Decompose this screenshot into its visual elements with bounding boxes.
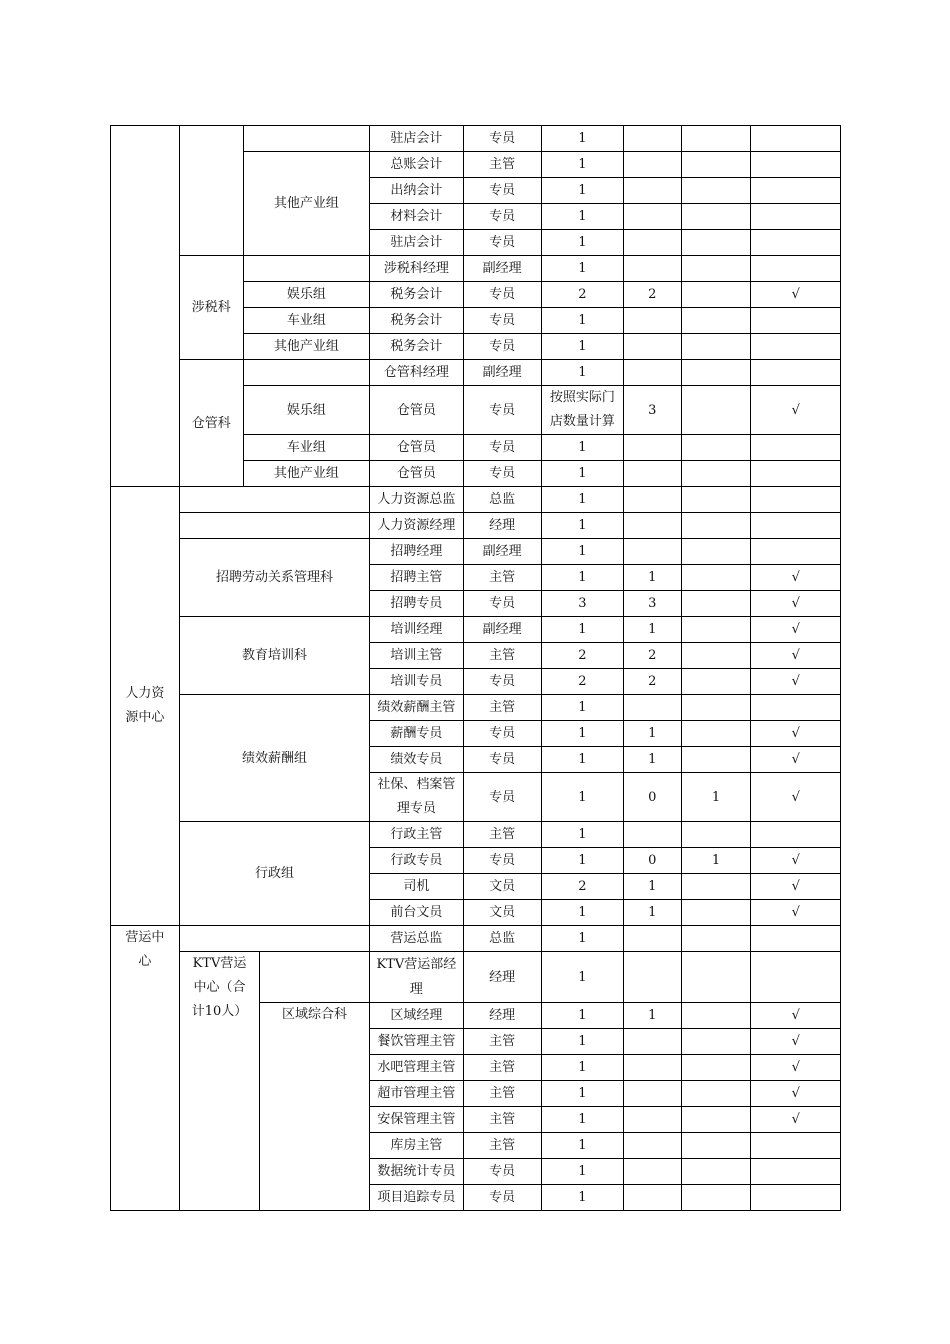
- count-cell: 1: [541, 721, 623, 747]
- check-cell: √: [751, 565, 841, 591]
- count-cell: [623, 539, 681, 565]
- count-cell: [681, 874, 751, 900]
- count-cell: [681, 539, 751, 565]
- count-cell: 1: [541, 848, 623, 874]
- dept-cell: 涉税科: [179, 256, 243, 360]
- count-cell: 0: [623, 773, 681, 822]
- position-cell: 仓管员: [370, 435, 464, 461]
- position-cell: 行政专员: [370, 848, 464, 874]
- table-cell: [179, 513, 369, 539]
- position-cell: 培训专员: [370, 669, 464, 695]
- table-cell: [751, 230, 841, 256]
- position-cell: 薪酬专员: [370, 721, 464, 747]
- table-cell: [751, 952, 841, 1003]
- count-cell: 1: [541, 126, 623, 152]
- table-cell: [681, 952, 751, 1003]
- level-cell: 专员: [463, 334, 541, 360]
- position-cell: 绩效专员: [370, 747, 464, 773]
- table-cell: [751, 513, 841, 539]
- table-cell: [681, 461, 751, 487]
- level-cell: 专员: [463, 848, 541, 874]
- position-cell: 绩效薪酬主管: [370, 695, 464, 721]
- count-cell: 1: [541, 747, 623, 773]
- position-cell: 项目追踪专员: [370, 1185, 464, 1211]
- count-cell: [623, 126, 681, 152]
- group-cell: 车业组: [243, 435, 369, 461]
- check-cell: √: [751, 874, 841, 900]
- count-cell: [623, 1055, 681, 1081]
- table-cell: [751, 461, 841, 487]
- level-cell: 经理: [463, 1003, 541, 1029]
- count-cell: 1: [623, 1003, 681, 1029]
- table-cell: [681, 308, 751, 334]
- table-cell: [681, 204, 751, 230]
- count-cell: [623, 1081, 681, 1107]
- table-row: [111, 617, 841, 643]
- count-cell: 2: [541, 643, 623, 669]
- check-cell: √: [751, 1055, 841, 1081]
- count-cell: [681, 900, 751, 926]
- count-cell: [623, 695, 681, 721]
- table-cell: [623, 204, 681, 230]
- level-cell: 专员: [463, 1159, 541, 1185]
- count-cell: 1: [623, 874, 681, 900]
- position-cell: 人力资源总监: [370, 487, 464, 513]
- table-cell: [623, 152, 681, 178]
- table-cell: [623, 360, 681, 386]
- table-row: [111, 926, 841, 952]
- level-cell: 副经理: [463, 360, 541, 386]
- position-cell: 驻店会计: [370, 126, 464, 152]
- position-cell: 前台文员: [370, 900, 464, 926]
- table-cell: [243, 256, 369, 282]
- position-cell: 司机: [370, 874, 464, 900]
- count-cell: 1: [541, 178, 623, 204]
- count-cell: 1: [541, 435, 623, 461]
- count-cell: 1: [541, 1081, 623, 1107]
- count-cell: 1: [541, 695, 623, 721]
- count-cell: 1: [541, 539, 623, 565]
- position-cell: 出纳会计: [370, 178, 464, 204]
- check-cell: √: [751, 669, 841, 695]
- level-cell: 专员: [463, 461, 541, 487]
- check-cell: √: [751, 1081, 841, 1107]
- level-cell: 主管: [463, 822, 541, 848]
- count-cell: 1: [541, 900, 623, 926]
- count-cell: 1: [541, 230, 623, 256]
- check-cell: √: [751, 900, 841, 926]
- level-cell: 总监: [463, 926, 541, 952]
- dept-cell: 行政组: [179, 822, 369, 926]
- level-cell: 专员: [463, 669, 541, 695]
- count-cell: [681, 643, 751, 669]
- level-cell: 经理: [463, 513, 541, 539]
- level-cell: 经理: [463, 952, 541, 1003]
- check-cell: √: [751, 282, 841, 308]
- count-cell: 3: [541, 591, 623, 617]
- count-cell: [681, 565, 751, 591]
- check-cell: √: [751, 773, 841, 822]
- count-cell: 2: [541, 669, 623, 695]
- count-cell: 1: [623, 617, 681, 643]
- count-cell: 1: [541, 617, 623, 643]
- level-cell: 专员: [463, 386, 541, 435]
- table-row: [111, 952, 841, 1003]
- table-cell: [681, 152, 751, 178]
- level-cell: 专员: [463, 435, 541, 461]
- level-cell: 主管: [463, 1055, 541, 1081]
- check-cell: [751, 1185, 841, 1211]
- level-cell: 专员: [463, 126, 541, 152]
- check-cell: √: [751, 1029, 841, 1055]
- position-cell: 仓管科经理: [370, 360, 464, 386]
- level-cell: 总监: [463, 487, 541, 513]
- position-cell: 税务会计: [370, 334, 464, 360]
- level-cell: 主管: [463, 152, 541, 178]
- table-row: [111, 539, 841, 565]
- group-cell: 娱乐组: [243, 386, 369, 435]
- table-cell: [681, 487, 751, 513]
- check-cell: √: [751, 591, 841, 617]
- count-cell: 0: [623, 848, 681, 874]
- count-cell: 1: [541, 487, 623, 513]
- count-cell: [623, 822, 681, 848]
- level-cell: 主管: [463, 695, 541, 721]
- center-cell: 人力资源中心: [111, 487, 180, 926]
- position-cell: 餐饮管理主管: [370, 1029, 464, 1055]
- group-cell: 其他产业组: [243, 461, 369, 487]
- table-cell: [623, 952, 681, 1003]
- table-cell: [260, 952, 370, 1003]
- check-cell: [751, 1159, 841, 1185]
- table-cell: [681, 435, 751, 461]
- count-cell: 1: [541, 256, 623, 282]
- level-cell: 专员: [463, 591, 541, 617]
- table-cell: [623, 435, 681, 461]
- check-cell: √: [751, 747, 841, 773]
- level-cell: 专员: [463, 773, 541, 822]
- table-cell: [751, 360, 841, 386]
- position-cell: 社保、档案管理专员: [370, 773, 464, 822]
- position-cell: 仓管员: [370, 386, 464, 435]
- check-cell: [751, 695, 841, 721]
- count-cell: 1: [541, 152, 623, 178]
- count-cell: [681, 669, 751, 695]
- position-cell: 税务会计: [370, 308, 464, 334]
- level-cell: 专员: [463, 282, 541, 308]
- check-cell: √: [751, 617, 841, 643]
- level-cell: 主管: [463, 643, 541, 669]
- count-cell: [681, 695, 751, 721]
- count-cell: 1: [541, 204, 623, 230]
- table-cell: [681, 513, 751, 539]
- count-cell: 1: [681, 848, 751, 874]
- count-cell: [623, 1133, 681, 1159]
- position-cell: 招聘经理: [370, 539, 464, 565]
- table-cell: [623, 308, 681, 334]
- dept-cell: 招聘劳动关系管理科: [179, 539, 369, 617]
- level-cell: 专员: [463, 1185, 541, 1211]
- check-cell: √: [751, 1107, 841, 1133]
- position-cell: 驻店会计: [370, 230, 464, 256]
- position-cell: 数据统计专员: [370, 1159, 464, 1185]
- table-cell: [243, 360, 369, 386]
- level-cell: 主管: [463, 1133, 541, 1159]
- table-cell: [681, 386, 751, 435]
- level-cell: 专员: [463, 747, 541, 773]
- count-cell: 1: [541, 565, 623, 591]
- position-cell: 超市管理主管: [370, 1081, 464, 1107]
- dept-cell: 仓管科: [179, 360, 243, 487]
- position-cell: 仓管员: [370, 461, 464, 487]
- table-cell: [623, 487, 681, 513]
- table-cell: [751, 926, 841, 952]
- dept-cell: 绩效薪酬组: [179, 695, 369, 822]
- table-cell: [751, 178, 841, 204]
- count-cell: 1: [541, 1107, 623, 1133]
- count-cell: [681, 822, 751, 848]
- table-cell: [681, 256, 751, 282]
- count-cell: 1: [541, 1185, 623, 1211]
- count-cell: 1: [541, 952, 623, 1003]
- table-cell: [751, 256, 841, 282]
- dept-cell: 教育培训科: [179, 617, 369, 695]
- table-cell: [681, 282, 751, 308]
- position-cell: 培训主管: [370, 643, 464, 669]
- level-cell: 专员: [463, 721, 541, 747]
- position-cell: KTV营运部经理: [370, 952, 464, 1003]
- count-cell: 1: [623, 900, 681, 926]
- position-cell: 行政主管: [370, 822, 464, 848]
- count-cell: [681, 126, 751, 152]
- count-cell: [681, 747, 751, 773]
- count-cell: 1: [541, 1133, 623, 1159]
- level-cell: 专员: [463, 178, 541, 204]
- table-row: [111, 487, 841, 513]
- level-cell: 专员: [463, 230, 541, 256]
- dept-cell-blank: [179, 126, 243, 256]
- position-cell: 库房主管: [370, 1133, 464, 1159]
- check-cell: √: [751, 721, 841, 747]
- count-cell: [623, 1107, 681, 1133]
- position-cell: 安保管理主管: [370, 1107, 464, 1133]
- table-row: [111, 513, 841, 539]
- count-cell: 3: [623, 591, 681, 617]
- count-cell: 2: [623, 282, 681, 308]
- sub-center-cell: KTV营运中心（合计10人）: [179, 952, 259, 1211]
- count-cell: [681, 1055, 751, 1081]
- table-row: [111, 695, 841, 721]
- position-cell: 培训经理: [370, 617, 464, 643]
- count-cell: 1: [623, 565, 681, 591]
- table-cell: [751, 152, 841, 178]
- table-cell: [623, 926, 681, 952]
- staffing-table: [110, 125, 841, 1211]
- count-cell: [623, 1029, 681, 1055]
- check-cell: √: [751, 848, 841, 874]
- check-cell: [751, 126, 841, 152]
- count-cell: 1: [541, 360, 623, 386]
- table-cell: [681, 334, 751, 360]
- level-cell: 文员: [463, 874, 541, 900]
- position-cell: 营运总监: [370, 926, 464, 952]
- count-cell: [623, 1185, 681, 1211]
- group-cell: 其他产业组: [243, 334, 369, 360]
- level-cell: 副经理: [463, 539, 541, 565]
- count-cell: [681, 591, 751, 617]
- count-cell: 1: [623, 721, 681, 747]
- count-cell: 1: [541, 926, 623, 952]
- level-cell: 专员: [463, 204, 541, 230]
- count-cell: [681, 1159, 751, 1185]
- position-cell: 总账会计: [370, 152, 464, 178]
- table-cell: [751, 308, 841, 334]
- level-cell: 副经理: [463, 256, 541, 282]
- table-cell: [179, 926, 369, 952]
- check-cell: [751, 1133, 841, 1159]
- table-cell: [623, 230, 681, 256]
- table-row: [111, 822, 841, 848]
- count-cell: 1: [541, 1055, 623, 1081]
- check-cell: √: [751, 643, 841, 669]
- table-cell: [681, 230, 751, 256]
- count-cell: [681, 721, 751, 747]
- table-row: [111, 360, 841, 386]
- count-cell: 1: [541, 773, 623, 822]
- count-cell: [681, 1133, 751, 1159]
- table-row: [111, 256, 841, 282]
- table-cell: [623, 334, 681, 360]
- count-cell: 2: [623, 669, 681, 695]
- dept-cell: 区域综合科: [260, 1003, 370, 1211]
- position-cell: 材料会计: [370, 204, 464, 230]
- level-cell: 主管: [463, 1081, 541, 1107]
- table-cell: [681, 360, 751, 386]
- level-cell: 文员: [463, 900, 541, 926]
- count-cell: 2: [623, 643, 681, 669]
- count-cell: 1: [623, 747, 681, 773]
- count-cell: 1: [681, 773, 751, 822]
- table-cell: [681, 926, 751, 952]
- position-cell: 涉税科经理: [370, 256, 464, 282]
- table-cell: [751, 334, 841, 360]
- count-cell: 1: [541, 334, 623, 360]
- count-cell: 2: [541, 874, 623, 900]
- table-cell: [681, 178, 751, 204]
- check-cell: √: [751, 386, 841, 435]
- center-cell: 营运中心: [111, 926, 180, 1211]
- level-cell: 主管: [463, 565, 541, 591]
- count-cell: [681, 617, 751, 643]
- count-cell: 2: [541, 282, 623, 308]
- count-cell: [681, 1029, 751, 1055]
- table-cell: [751, 435, 841, 461]
- table-cell: [179, 487, 369, 513]
- table-cell: [623, 461, 681, 487]
- count-cell: 1: [541, 308, 623, 334]
- count-cell: [681, 1003, 751, 1029]
- table-cell: [751, 487, 841, 513]
- count-cell: 1: [541, 513, 623, 539]
- position-cell: 人力资源经理: [370, 513, 464, 539]
- table-cell: [623, 513, 681, 539]
- level-cell: 专员: [463, 308, 541, 334]
- count-cell: 1: [541, 1029, 623, 1055]
- count-cell: [623, 1159, 681, 1185]
- count-cell: 1: [541, 1159, 623, 1185]
- check-cell: [751, 539, 841, 565]
- group-cell: 车业组: [243, 308, 369, 334]
- count-cell: [681, 1185, 751, 1211]
- table-cell: [623, 178, 681, 204]
- count-cell: 1: [541, 822, 623, 848]
- table-cell: [623, 256, 681, 282]
- count-cell: 1: [541, 1003, 623, 1029]
- position-cell: 区域经理: [370, 1003, 464, 1029]
- level-cell: 副经理: [463, 617, 541, 643]
- check-cell: √: [751, 1003, 841, 1029]
- check-cell: [751, 822, 841, 848]
- level-cell: 主管: [463, 1107, 541, 1133]
- count-cell: 按照实际门店数量计算: [541, 386, 623, 435]
- count-cell: 3: [623, 386, 681, 435]
- table-row: [111, 126, 841, 152]
- center-cell-blank: [111, 126, 180, 487]
- count-cell: [681, 1081, 751, 1107]
- level-cell: 主管: [463, 1029, 541, 1055]
- position-cell: 水吧管理主管: [370, 1055, 464, 1081]
- table-cell: [751, 204, 841, 230]
- group-cell: 其他产业组: [243, 152, 369, 256]
- position-cell: 税务会计: [370, 282, 464, 308]
- group-cell-blank: [243, 126, 369, 152]
- position-cell: 招聘主管: [370, 565, 464, 591]
- count-cell: 1: [541, 461, 623, 487]
- count-cell: [681, 1107, 751, 1133]
- group-cell: 娱乐组: [243, 282, 369, 308]
- position-cell: 招聘专员: [370, 591, 464, 617]
